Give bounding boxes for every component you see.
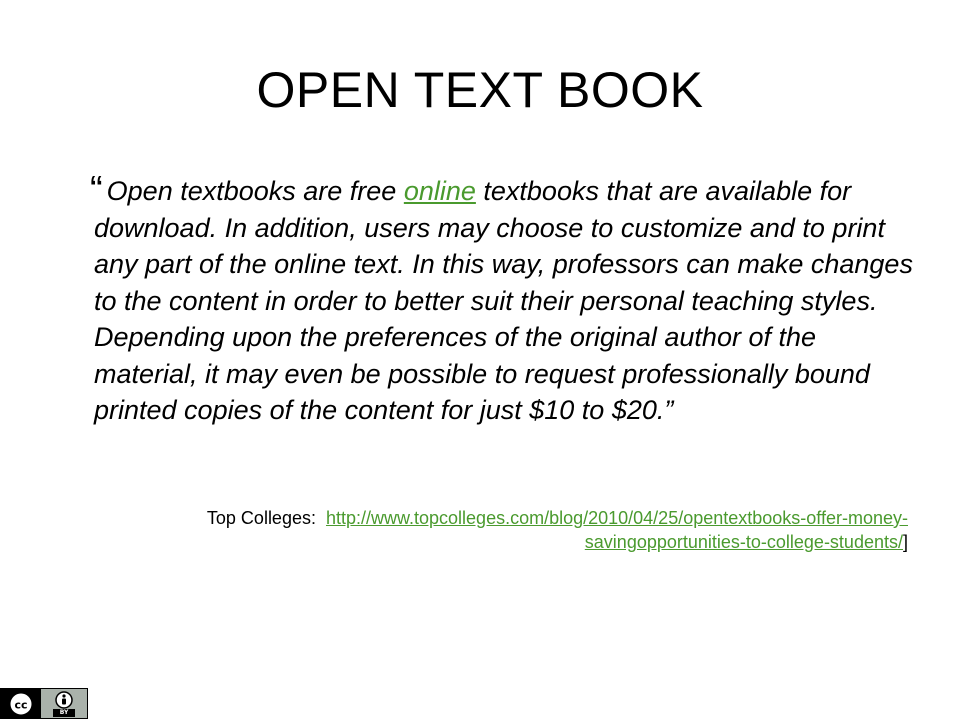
source-citation bbox=[60, 506, 908, 554]
source-url-link[interactable] bbox=[326, 508, 908, 552]
open-quote-mark: “ bbox=[90, 169, 103, 211]
cc-license-badge[interactable] bbox=[0, 688, 88, 719]
quote-text-part1: Open textbooks are free bbox=[106, 176, 404, 206]
source-closing-bracket: ] bbox=[902, 532, 908, 552]
source-url-line2: savingopportunities-to-college-students/ bbox=[584, 532, 903, 552]
quote-block bbox=[90, 169, 914, 429]
by-label: BY bbox=[53, 709, 75, 717]
source-label: Top Colleges: bbox=[206, 508, 316, 528]
source-url-line1: http://www.topcolleges.com/blog/2010/04/25/opentextbooks-offer-money- bbox=[325, 508, 908, 528]
online-link[interactable]: online bbox=[403, 176, 476, 206]
attribution-icon bbox=[55, 691, 73, 709]
creative-commons-icon bbox=[1, 689, 41, 718]
quote-text-part2: textbooks that are available for download. In addition, users may choose to customize and to print any part of the online text. In this way, professors can make changes to the content in order to better suit their personal teaching styles. Depending upon the preferences of the original author of the material, it may even be possible to request professionally bound printed copies of the content for just $10 to $20.” bbox=[94, 176, 913, 425]
attribution-section bbox=[41, 689, 87, 718]
svg-text:cc: cc bbox=[14, 698, 28, 711]
slide-title: OPEN TEXT BOOK bbox=[256, 62, 704, 118]
